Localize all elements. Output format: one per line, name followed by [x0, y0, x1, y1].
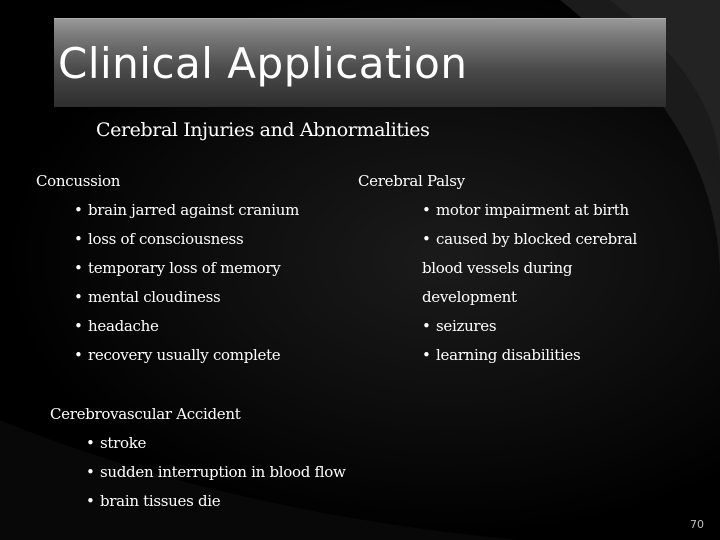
bullet-icon: • — [422, 317, 431, 335]
slide-title: Clinical Application — [58, 39, 468, 88]
bullet-icon: • — [74, 317, 83, 335]
list-item — [50, 458, 346, 487]
bullet-icon: • — [74, 230, 83, 248]
list-item-text: recovery usually complete — [88, 346, 281, 364]
list-item-text: temporary loss of memory — [88, 259, 281, 277]
concussion-heading: Concussion — [36, 172, 121, 190]
list-item-text: sudden interruption in blood flow — [100, 463, 346, 481]
cerebrovascular-accident-heading: Cerebrovascular Accident — [50, 405, 241, 423]
bullet-icon: • — [74, 201, 83, 219]
list-item-continuation — [358, 283, 637, 312]
list-item-text: headache — [88, 317, 159, 335]
list-item — [36, 283, 299, 312]
list-item — [36, 254, 299, 283]
bullet-icon: • — [86, 434, 95, 452]
concussion-section — [36, 167, 299, 370]
cerebrovascular-accident-list — [50, 429, 346, 516]
list-item — [50, 429, 346, 458]
list-item-text: seizures — [436, 317, 497, 335]
list-item-text: brain jarred against cranium — [88, 201, 300, 219]
cerebral-palsy-list — [358, 196, 637, 370]
list-item — [36, 196, 299, 225]
list-item-text: development — [422, 288, 517, 306]
bullet-icon: • — [422, 346, 431, 364]
bullet-icon: • — [422, 201, 431, 219]
list-item — [358, 225, 637, 254]
list-item — [358, 312, 637, 341]
list-item-text: mental cloudiness — [88, 288, 221, 306]
cerebral-palsy-heading: Cerebral Palsy — [358, 172, 465, 190]
bullet-icon: • — [86, 492, 95, 510]
list-item — [50, 487, 346, 516]
list-item — [36, 225, 299, 254]
bullet-icon: • — [74, 259, 83, 277]
list-item — [36, 312, 299, 341]
cerebral-palsy-section — [358, 167, 637, 370]
list-item — [36, 341, 299, 370]
list-item — [358, 341, 637, 370]
list-item — [358, 196, 637, 225]
concussion-list — [36, 196, 299, 370]
slide-subtitle: Cerebral Injuries and Abnormalities — [96, 119, 430, 141]
list-item-continuation — [358, 254, 637, 283]
bullet-icon: • — [74, 346, 83, 364]
list-item-text: blood vessels during — [422, 259, 573, 277]
list-item-text: loss of consciousness — [88, 230, 244, 248]
cerebrovascular-accident-section — [50, 400, 346, 516]
list-item-text: caused by blocked cerebral — [436, 230, 637, 248]
page-number: 70 — [690, 518, 704, 531]
bullet-icon: • — [422, 230, 431, 248]
bullet-icon: • — [74, 288, 83, 306]
list-item-text: motor impairment at birth — [436, 201, 629, 219]
list-item-text: stroke — [100, 434, 147, 452]
list-item-text: learning disabilities — [436, 346, 581, 364]
bullet-icon: • — [86, 463, 95, 481]
list-item-text: brain tissues die — [100, 492, 221, 510]
